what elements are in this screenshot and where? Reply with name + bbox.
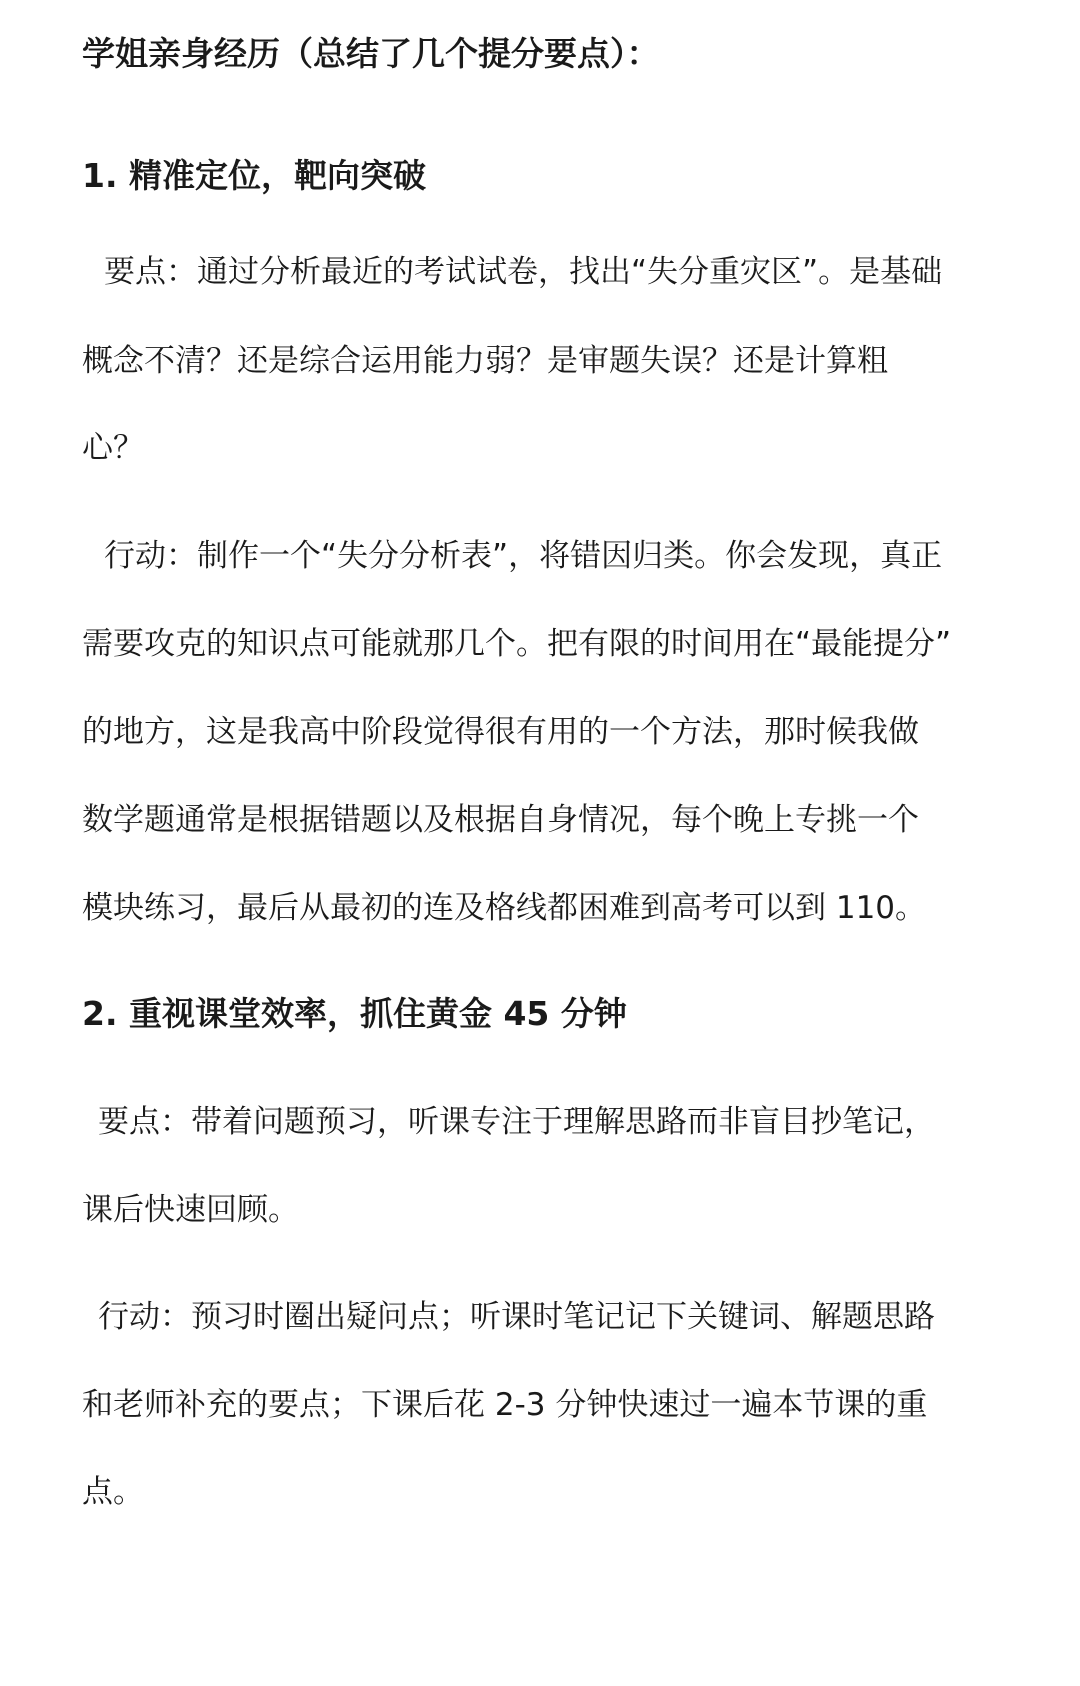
paragraph-line: 和老师补充的要点；下课后花 2-3 分钟快速过一遍本节课的重 [82,1387,928,1423]
paragraph-line: 点。 [82,1474,144,1510]
document-title: 学姐亲身经历（总结了几个提分要点）： [82,34,660,73]
paragraph-line: 行动：制作一个“失分分析表”，将错因归类。你会发现，真正 [104,538,943,574]
paragraph-line: 模块练习，最后从最初的连及格线都困难到高考可以到 110。 [82,890,927,926]
section-heading-1: 1. 精准定位，靶向突破 [82,156,426,195]
paragraph-line: 要点：带着问题预习，听课专注于理解思路而非盲目抄笔记， [98,1104,935,1140]
paragraph-line: 要点：通过分析最近的考试试卷，找出“失分重灾区”。是基础 [104,254,943,290]
paragraph-line: 的地方，这是我高中阶段觉得很有用的一个方法，那时候我做 [82,714,919,750]
paragraph-line: 心？ [82,430,144,466]
paragraph-line: 行动：预习时圈出疑问点；听课时笔记记下关键词、解题思路 [98,1299,935,1335]
paragraph-line: 概念不清？还是综合运用能力弱？是审题失误？还是计算粗 [82,343,888,379]
section-heading-2: 2. 重视课堂效率，抓住黄金 45 分钟 [82,994,627,1033]
paragraph-line: 需要攻克的知识点可能就那几个。把有限的时间用在“最能提分” [82,626,952,662]
paragraph-line: 课后快速回顾。 [82,1192,299,1228]
paragraph-line: 数学题通常是根据错题以及根据自身情况，每个晚上专挑一个 [82,802,919,838]
